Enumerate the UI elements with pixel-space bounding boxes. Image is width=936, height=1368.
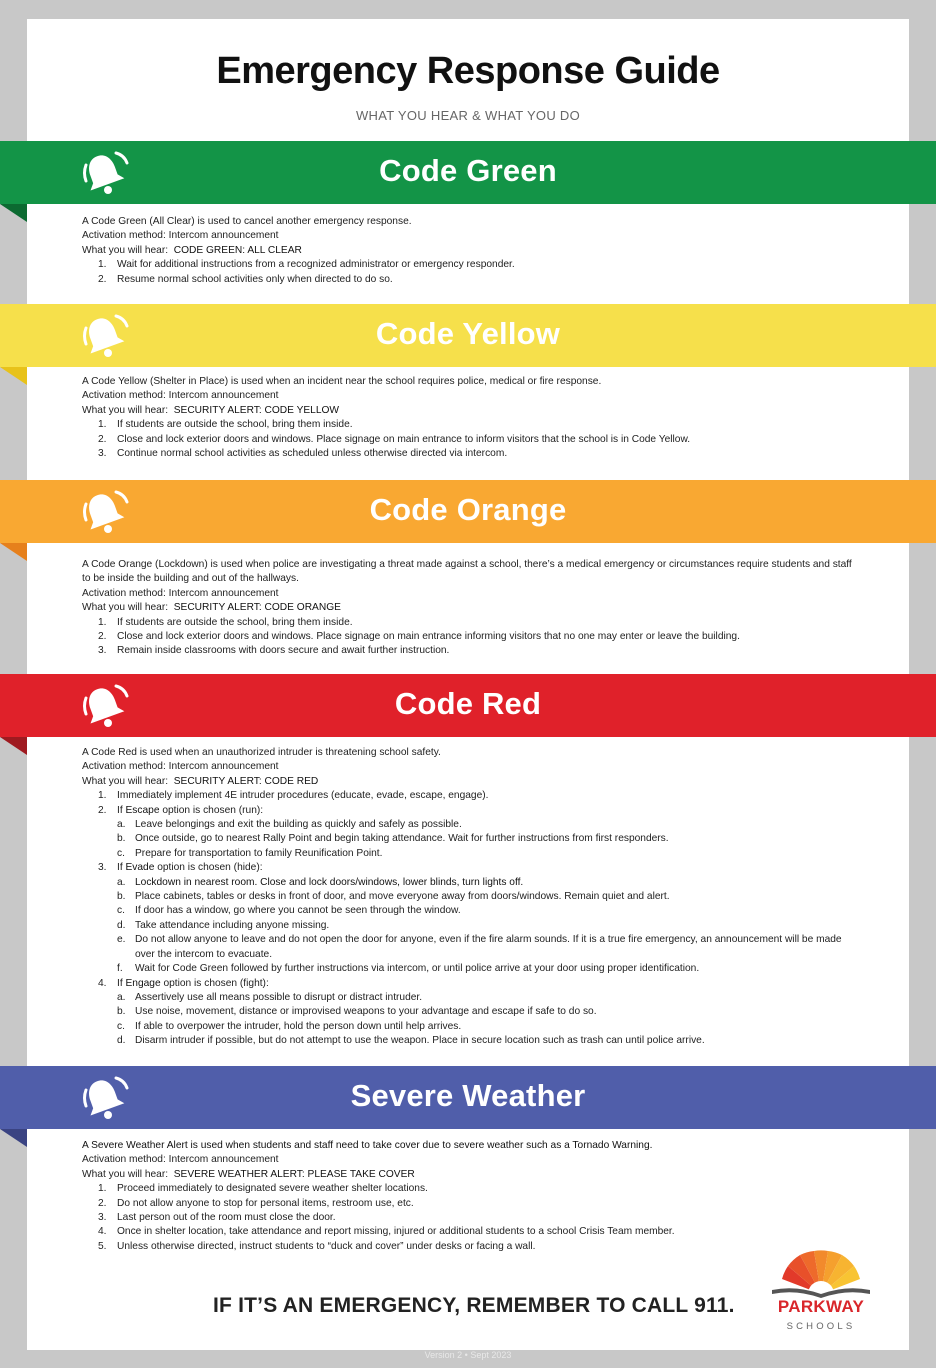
- description: A Code Red is used when an unauthorized intruder is threatening school safety.: [82, 747, 441, 758]
- list-item: f. Wait for Code Green followed by further instructions via intercom, or until police arrive at your door using proper identification.: [117, 963, 700, 975]
- steps-list: [82, 1182, 862, 1254]
- code-orange-title: Code Orange: [369, 492, 567, 527]
- banner-fold: [0, 1129, 27, 1147]
- list-item: 1. Immediately implement 4E intruder procedures (educate, evade, escape, engage).: [98, 790, 489, 802]
- hear-value: SECURITY ALERT: CODE YELLOW: [173, 404, 340, 416]
- code-yellow-banner: [0, 304, 936, 367]
- list-item: b. Once outside, go to nearest Rally Point and begin taking attendance. Wait for further instructions from first responders.: [117, 833, 669, 845]
- list-item: 1. Proceed immediately to designated severe weather shelter locations.: [98, 1183, 428, 1195]
- code-yellow-title: Code Yellow: [375, 316, 561, 351]
- option-keyword: Evade: [125, 862, 155, 874]
- steps-list: [82, 258, 862, 287]
- hear-value: SECURITY ALERT: CODE RED: [173, 775, 319, 787]
- list-item: d. Take attendance including anyone missing.: [117, 919, 330, 931]
- code-yellow-section: [82, 375, 862, 461]
- steps-list: [82, 789, 862, 1048]
- step-text: Disarm intruder if possible, but do not attempt to use the weapon. Place in secure location such as trash can until police arrive.: [135, 1035, 705, 1047]
- list-item: c. Prepare for transportation to family Reunification Point.: [117, 847, 383, 859]
- step-text: Immediately implement 4E intruder procedures (educate, evade, escape, engage).: [117, 790, 489, 802]
- logo-subtitle: SCHOOLS: [786, 1321, 856, 1332]
- step-text: Do not allow anyone to leave and do not open the door for anyone, even if the fire alarm sounds. If it is a true fire emergency, an announcement will be made over the intercom to evacuate.: [135, 934, 842, 960]
- list-item: 3. Remain inside classrooms with doors secure and await further instruction.: [98, 645, 450, 657]
- hear-label: What you will hear:: [82, 404, 169, 416]
- steps-list: [82, 616, 862, 659]
- what-you-hear: [82, 601, 862, 615]
- code-red-section: [82, 746, 862, 1049]
- list-item: 1. If students are outside the school, bring them inside.: [98, 616, 353, 628]
- logo-name: PARKWAY: [777, 1297, 865, 1316]
- step-text: Remain inside classrooms with doors secure and await further instruction.: [117, 645, 450, 657]
- list-item: 2. Resume normal school activities only when directed to do so.: [98, 273, 393, 285]
- list-item: 3. Continue normal school activities as scheduled unless otherwise directed via intercom.: [98, 448, 508, 460]
- activation-method: Activation method: Intercom announcement: [82, 1154, 279, 1166]
- step-text: Leave belongings and exit the building as quickly and safely as possible.: [135, 819, 462, 831]
- banner-fold: [0, 204, 27, 222]
- code-red-banner: [0, 674, 936, 737]
- activation-method: Activation method: Intercom announcement: [82, 587, 279, 599]
- list-item: e. Do not allow anyone to leave and do not open the door for anyone, even if the fire alarm sounds. If it is a true fire emergency, an announcement will be made over the intercom to evacuate.: [117, 934, 842, 960]
- step-text: Close and lock exterior doors and windows. Place signage on main entrance to inform visitors that the school is in Code Yellow.: [117, 433, 691, 445]
- hear-label: What you will hear:: [82, 775, 169, 787]
- list-item: 1. Wait for additional instructions from a recognized administrator or emergency responder.: [98, 259, 515, 271]
- step-text: Wait for Code Green followed by further instructions via intercom, or until police arrive at your door using proper identification.: [135, 963, 700, 975]
- page-title: Emergency Response Guide: [216, 50, 720, 92]
- severe-weather-section: [82, 1139, 862, 1254]
- step-text: Do not allow anyone to stop for personal items, restroom use, etc.: [117, 1197, 414, 1209]
- banner-fold: [0, 367, 27, 385]
- step-text: Last person out of the room must close the door.: [117, 1212, 336, 1224]
- hear-value: CODE GREEN: ALL CLEAR: [173, 244, 302, 256]
- description: A Code Yellow (Shelter in Place) is used when an incident near the school requires police, medical or fire response.: [82, 376, 602, 387]
- activation-method: Activation method: Intercom announcement: [82, 230, 279, 242]
- code-orange-banner: [0, 480, 936, 543]
- what-you-hear: [82, 775, 862, 789]
- step-text: Close and lock exterior doors and windows. Place signage on main entrance informing visitors that no one may enter or leave the building.: [117, 631, 740, 643]
- list-item: 5. Unless otherwise directed, instruct students to “duck and cover” under desks or facing a wall.: [98, 1240, 536, 1252]
- list-item: b. Place cabinets, tables or desks in front of door, and move everyone away from doors/windows. Remain quiet and alert.: [117, 891, 670, 903]
- step-text: If students are outside the school, bring them inside.: [117, 616, 353, 628]
- step-text: Use noise, movement, distance or improvised weapons to your advantage and escape if safe to do so.: [135, 1006, 597, 1018]
- step-text: If: [117, 862, 126, 874]
- step-text: If: [117, 804, 126, 816]
- list-item: 4. Once in shelter location, take attendance and report missing, injured or additional students to a school Crisis Team member.: [98, 1226, 675, 1238]
- step-text: Once outside, go to nearest Rally Point and begin taking attendance. Wait for further instructions from first responders.: [135, 833, 669, 845]
- list-item: d. Disarm intruder if possible, but do not attempt to use the weapon. Place in secure location such as trash can until police arrive.: [117, 1035, 705, 1047]
- hear-label: What you will hear:: [82, 602, 169, 614]
- list-item: 3. Last person out of the room must close the door.: [98, 1212, 336, 1224]
- step-text: Once in shelter location, take attendance and report missing, injured or additional students to a school Crisis Team member.: [117, 1226, 675, 1238]
- banner-fold: [0, 737, 27, 755]
- step-text: If: [117, 977, 126, 989]
- activation-method: Activation method: Intercom announcement: [82, 761, 279, 773]
- activation-method: Activation method: Intercom announcement: [82, 390, 279, 402]
- code-green-section: [82, 215, 862, 287]
- severe-weather-title: Severe Weather: [350, 1078, 586, 1113]
- step-text: If able to overpower the intruder, hold the person down until help arrives.: [135, 1020, 462, 1032]
- description: A Code Orange (Lockdown) is used when police are investigating a threat made against a school, there’s a medical emergency or circumstances require students and staff to be inside the building and out of the hallways.: [82, 559, 852, 585]
- hear-value: SEVERE WEATHER ALERT: PLEASE TAKE COVER: [173, 1168, 415, 1180]
- list-item: 2. Close and lock exterior doors and windows. Place signage on main entrance informing visitors that no one may enter or leave the building.: [98, 631, 740, 643]
- description: A Code Green (All Clear) is used to cancel another emergency response.: [82, 216, 412, 227]
- step-text: Unless otherwise directed, instruct students to “duck and cover” under desks or facing a wall.: [117, 1240, 536, 1252]
- what-you-hear: [82, 404, 862, 418]
- list-item: c. If able to overpower the intruder, hold the person down until help arrives.: [117, 1020, 462, 1032]
- list-item: a. Leave belongings and exit the building as quickly and safely as possible.: [117, 819, 462, 831]
- option-keyword: Engage: [125, 977, 161, 989]
- step-text: option is chosen (hide):: [154, 862, 263, 874]
- step-text: Lockdown in nearest room. Close and lock doors/windows, lower blinds, turn lights off.: [135, 876, 524, 888]
- step-text: Take attendance including anyone missing.: [135, 919, 330, 931]
- list-item: a. Assertively use all means possible to disrupt or distract intruder.: [117, 991, 423, 1003]
- list-item: a. Lockdown in nearest room. Close and lock doors/windows, lower blinds, turn lights off.: [117, 876, 524, 888]
- hear-label: What you will hear:: [82, 1168, 169, 1180]
- step-text: Continue normal school activities as scheduled unless otherwise directed via intercom.: [117, 448, 508, 460]
- hear-value: SECURITY ALERT: CODE ORANGE: [173, 602, 341, 614]
- list-item: 1. If students are outside the school, bring them inside.: [98, 419, 353, 431]
- step-text: option is chosen (run):: [159, 804, 264, 816]
- page-subtitle: WHAT YOU HEAR & WHAT YOU DO: [355, 108, 581, 123]
- step-text: Place cabinets, tables or desks in front of door, and move everyone away from doors/windows. Remain quiet and alert.: [135, 891, 670, 903]
- description: A Severe Weather Alert is used when students and staff need to take cover due to severe weather such as a Tornado Warning.: [82, 1140, 653, 1151]
- list-item: 2. Do not allow anyone to stop for personal items, restroom use, etc.: [98, 1197, 414, 1209]
- list-item: 2. If Escape option is chosen (run):: [98, 804, 264, 816]
- code-green-banner: [0, 141, 936, 204]
- list-item: b. Use noise, movement, distance or improvised weapons to your advantage and escape if safe to do so.: [117, 1006, 597, 1018]
- what-you-hear: [82, 244, 862, 258]
- what-you-hear: [82, 1168, 862, 1182]
- step-text: option is chosen (fight):: [160, 977, 269, 989]
- step-text: Proceed immediately to designated severe weather shelter locations.: [117, 1183, 428, 1195]
- option-keyword: Escape: [125, 804, 160, 816]
- step-text: Resume normal school activities only when directed to do so.: [117, 273, 393, 285]
- code-green-title: Code Green: [379, 153, 557, 188]
- banner-fold: [0, 543, 27, 561]
- step-text: Assertively use all means possible to disrupt or distract intruder.: [135, 991, 423, 1003]
- severe-weather-banner: [0, 1066, 936, 1129]
- call-911-message: IF IT’S AN EMERGENCY, REMEMBER TO CALL 911.: [213, 1294, 735, 1317]
- step-text: If students are outside the school, bring them inside.: [117, 419, 353, 431]
- list-item: 2. Close and lock exterior doors and windows. Place signage on main entrance to inform visitors that the school is in Code Yellow.: [98, 433, 691, 445]
- hear-label: What you will hear:: [82, 244, 169, 256]
- step-text: Prepare for transportation to family Reunification Point.: [135, 847, 383, 859]
- step-text: If door has a window, go where you cannot be seen through the window.: [135, 905, 461, 917]
- code-orange-section: [82, 558, 862, 659]
- code-red-title: Code Red: [394, 686, 542, 721]
- list-item: c. If door has a window, go where you cannot be seen through the window.: [117, 905, 461, 917]
- step-text: Wait for additional instructions from a recognized administrator or emergency responder.: [117, 259, 515, 271]
- list-item: 4. If Engage option is chosen (fight):: [98, 977, 269, 989]
- list-item: 3. If Evade option is chosen (hide):: [98, 862, 263, 874]
- version-text: Version 2 • Sept 2023: [424, 1350, 512, 1360]
- steps-list: [82, 418, 862, 461]
